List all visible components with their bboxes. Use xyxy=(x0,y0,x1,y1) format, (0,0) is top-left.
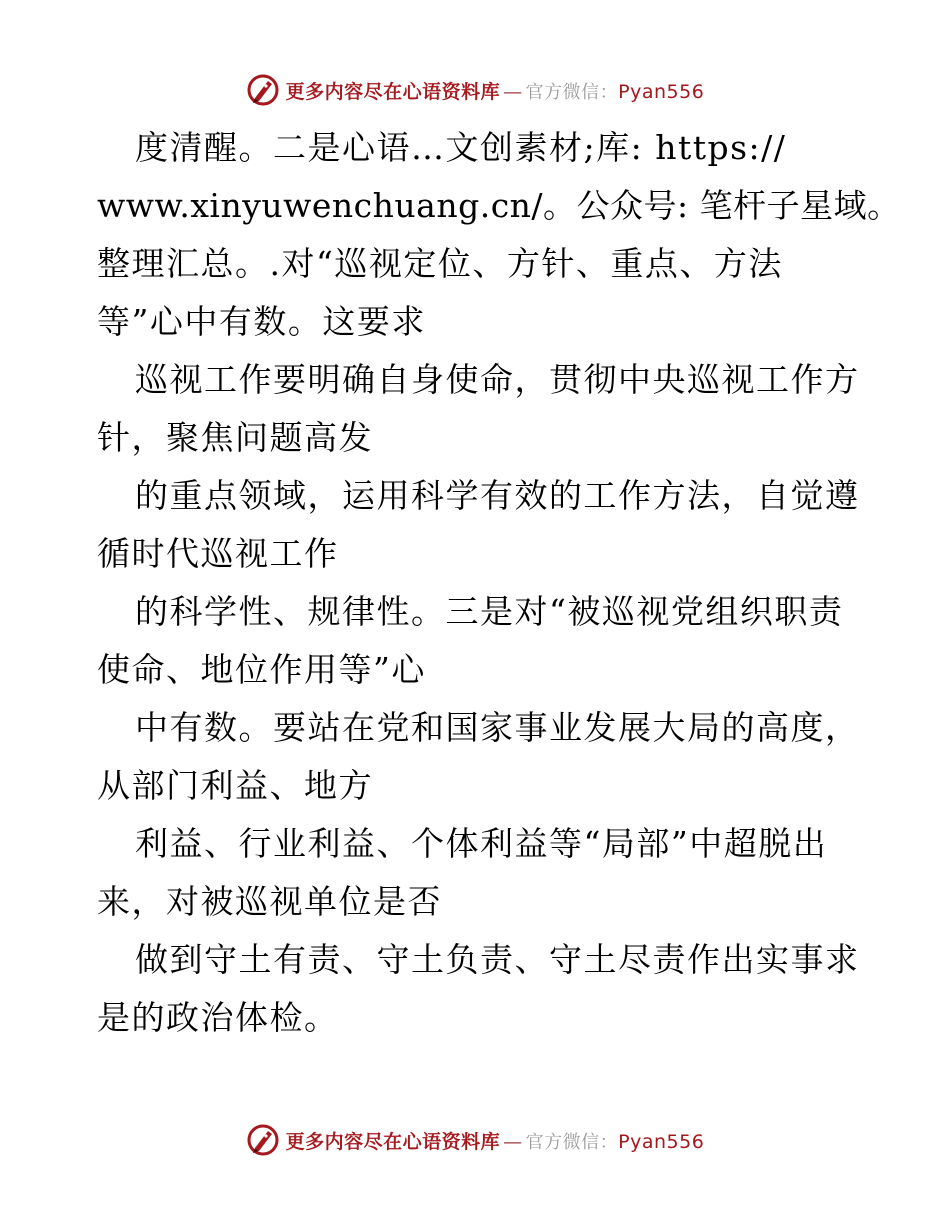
body-line: 针，聚焦问题高发 xyxy=(97,418,373,457)
footer-banner-inner xyxy=(246,1123,705,1157)
body-line: 从部门利益、地方 xyxy=(97,766,373,805)
body-line: 使命、地位作用等”心 xyxy=(97,650,426,689)
document-body xyxy=(97,119,901,1047)
footer-brand-text: 更多内容尽在心语资料库 xyxy=(285,1130,501,1153)
header-banner-text xyxy=(286,77,705,104)
body-line: 整理汇总。.对“巡视定位、方针、重点、方法 xyxy=(97,244,783,283)
body-line: 等”心中有数。这要求 xyxy=(97,302,426,341)
footer-wechat-id: Pyan556 xyxy=(618,1130,705,1153)
body-line: 的重点领域，运用科学有效的工作方法，自觉遵 xyxy=(135,476,860,515)
footer-wechat-label: 官方微信： xyxy=(525,1131,619,1153)
header-brand-text: 更多内容尽在心语资料库 xyxy=(285,80,501,103)
body-line: www.xinyuwenchuang.cn/。公众号: 笔杆子星域。 xyxy=(97,186,901,225)
header-banner xyxy=(0,70,950,110)
body-line: 的科学性、规律性。三是对“被巡视党组织职责 xyxy=(135,592,844,631)
header-banner-inner xyxy=(246,73,705,107)
body-line: 循时代巡视工作 xyxy=(97,534,339,573)
body-line: 度清醒。二是心语…文创素材;库: https:// xyxy=(135,128,787,167)
footer-banner-text xyxy=(286,1127,705,1154)
pen-logo-icon xyxy=(246,73,280,107)
body-line: 来，对被巡视单位是否 xyxy=(97,882,442,921)
header-wechat-id: Pyan556 xyxy=(618,80,705,103)
header-wechat-label: 官方微信： xyxy=(525,81,619,103)
body-line: 利益、行业利益、个体利益等“局部”中超脱出 xyxy=(135,824,828,863)
footer-banner xyxy=(0,1120,950,1160)
body-line: 巡视工作要明确自身使命，贯彻中央巡视工作方 xyxy=(135,360,860,399)
footer-dash: — xyxy=(503,1130,523,1153)
header-dash: — xyxy=(503,80,523,103)
body-line: 是的政治体检。 xyxy=(97,998,339,1037)
pen-logo-icon xyxy=(246,1123,280,1157)
body-line: 中有数。要站在党和国家事业发展大局的高度， xyxy=(135,708,860,747)
body-line: 做到守土有责、守土负责、守土尽责作出实事求 xyxy=(135,940,860,979)
